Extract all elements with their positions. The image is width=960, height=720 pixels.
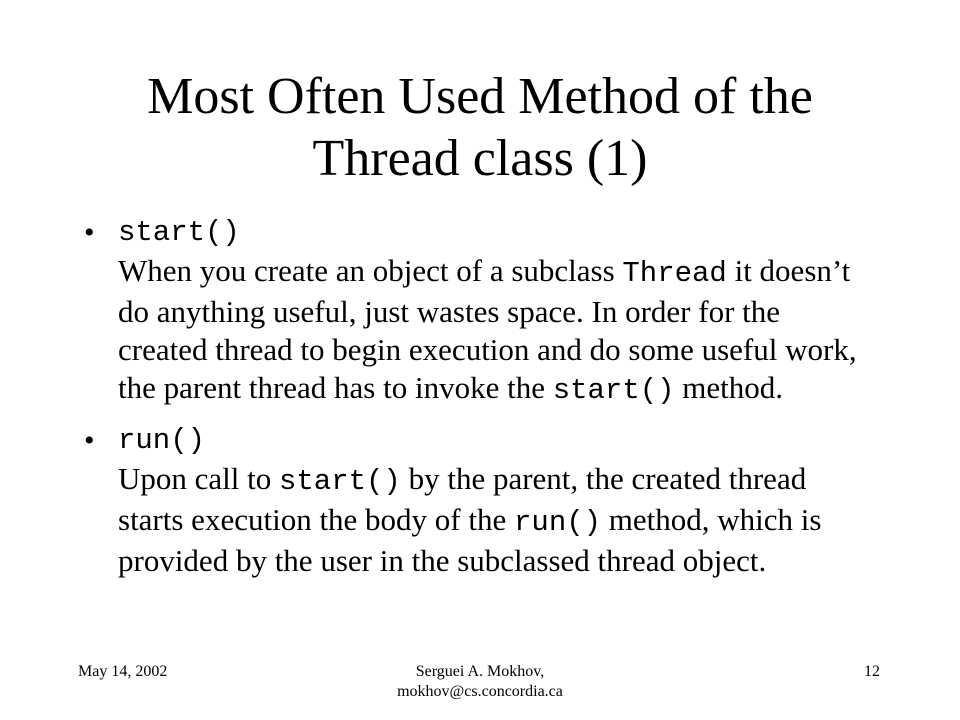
bullet-dot-icon: • [84, 424, 95, 457]
slide-title [60, 66, 900, 190]
bullet-text: by the parent, the created thread starts execution the body of the [118, 461, 807, 537]
code-term: Thread [622, 257, 727, 290]
bullet-text: it doesn’t do anything useful, just wastes space. In order for the created thread to begin execution and do some useful work, the parent thread has to invoke the [118, 253, 857, 405]
method-name-run: run() [118, 424, 206, 457]
bullet-text: When you create an object of a subclass [118, 253, 623, 288]
bullet-start [80, 214, 870, 410]
bullet-list [80, 214, 870, 580]
footer-author-email: mokhov@cs.concordia.ca [397, 683, 563, 700]
footer-author-name: Serguei A. Mokhov, [415, 663, 545, 680]
slide-title-line-2: Thread class (1) [312, 130, 648, 187]
footer-page-number: 12 [864, 663, 880, 680]
bullet-run [80, 422, 870, 580]
bullet-dot-icon: • [84, 216, 95, 249]
footer-author [300, 662, 660, 702]
code-term: start() [552, 374, 675, 407]
slide-title-line-1: Most Often Used Method of the [147, 68, 813, 125]
method-name-start: start() [118, 216, 240, 249]
bullet-text: method, which is provided by the user in the subclassed thread object. [118, 502, 822, 578]
bullet-text: method. [674, 370, 784, 405]
code-term: run() [514, 506, 602, 539]
footer-date: May 14, 2002 [78, 663, 168, 680]
code-term: start() [279, 465, 401, 498]
bullet-text: Upon call to [118, 461, 279, 496]
